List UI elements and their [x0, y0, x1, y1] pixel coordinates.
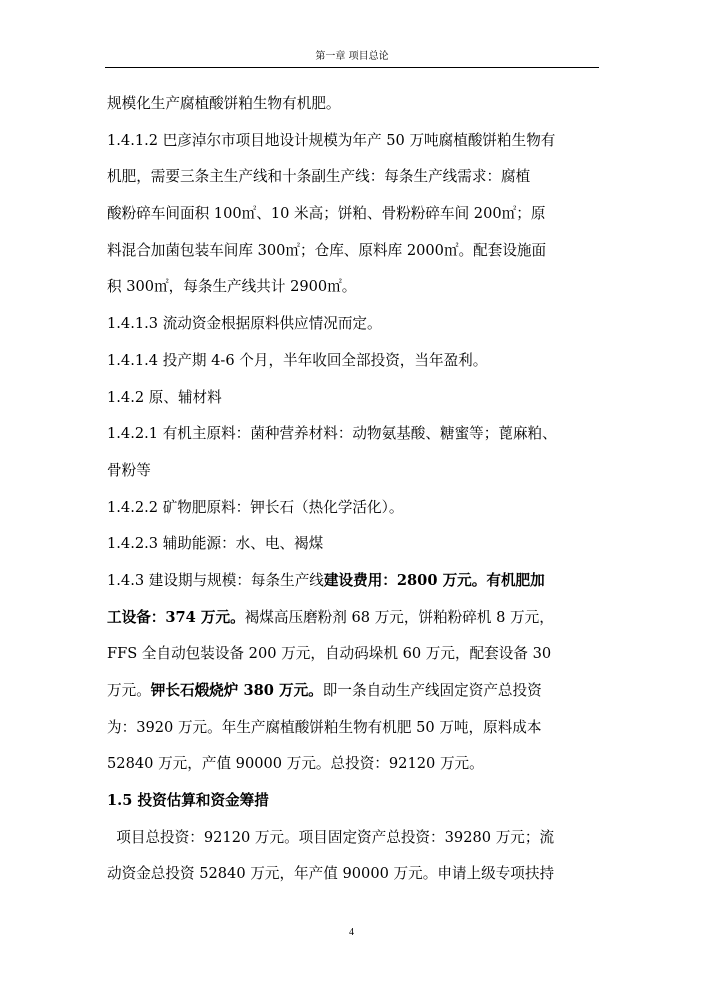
text-line: 项目总投资：92120 万元。项目固定资产总投资：39280 万元；流 [107, 828, 555, 846]
text-run: 褐煤高压磨粉剂 68 万元，饼粕粉碎机 8 万元， [244, 608, 554, 626]
text-line: FFS 全自动包装设备 200 万元，自动码垛机 60 万元，配套设备 30 [107, 645, 552, 663]
text-line: 骨粉等 [107, 461, 151, 479]
bold-text-run: 工设备：374 万元。 [107, 608, 245, 626]
text-run: 1.4.3 建设期与规模：每条生产线 [107, 571, 324, 589]
running-header: 第一章 项目总论 [315, 51, 389, 62]
text-line: 1.4.2.3 辅助能源：水、电、褐煤 [107, 535, 324, 553]
header-rule [105, 67, 599, 68]
text-line: 料混合加菌包装车间库 300㎡；仓库、原料库 2000㎡。配套设施面 [107, 241, 547, 259]
text-line: 1.4.1.3 流动资金根据原料供应情况而定。 [107, 315, 382, 333]
text-line: 1.4.1.4 投产期 4-6 个月，半年收回全部投资，当年盈利。 [107, 351, 488, 369]
text-line: 1.4.2.1 有机主原料：菌种营养材料：动物氨基酸、糖蜜等；蓖麻粕、 [107, 425, 557, 443]
text-line: 1.4.1.2 巴彦淖尔市项目地设计规模为年产 50 万吨腐植酸饼粕生物有 [107, 131, 556, 149]
text-line: 1.4.2 原、辅材料 [107, 388, 222, 406]
text-line: 动资金总投资 52840 万元，年产值 90000 万元。申请上级专项扶持 [107, 865, 555, 883]
text-line: 机肥，需要三条主生产线和十条副生产线：每条生产线需求：腐植 [107, 168, 531, 186]
text-line: 规模化生产腐植酸饼粕生物有机肥。 [107, 95, 341, 112]
bold-text-run: 钾长石煅烧炉 380 万元。 [150, 682, 323, 699]
text-line: 52840 万元，产值 90000 万元。总投资：92120 万元。 [107, 755, 484, 773]
text-line: 酸粉碎车间面积 100㎡、10 米高；饼粕、骨粉粉碎车间 200㎡；原 [107, 205, 546, 223]
text-line: 积 300㎡，每条生产线共计 2900㎡。 [107, 278, 357, 296]
bold-text-run: 建设费用：2800 万元。有机肥加 [323, 571, 545, 589]
text-run: 即一条自动生产线固定资产总投资 [322, 682, 542, 699]
text-line [107, 673, 600, 710]
section-heading: 1.5 投资估算和资金筹措 [107, 792, 269, 810]
text-line: 1.4.2.2 矿物肥原料：钾长石（热化学活化）。 [107, 498, 404, 516]
text-line: 为：3920 万元。年生产腐植酸饼粕生物有机肥 50 万吨，原料成本 [107, 718, 542, 736]
text-run: 万元。 [107, 682, 151, 699]
document-body [107, 86, 600, 893]
text-line [107, 563, 600, 600]
page-number: 4 [349, 927, 354, 938]
text-line [107, 600, 600, 637]
